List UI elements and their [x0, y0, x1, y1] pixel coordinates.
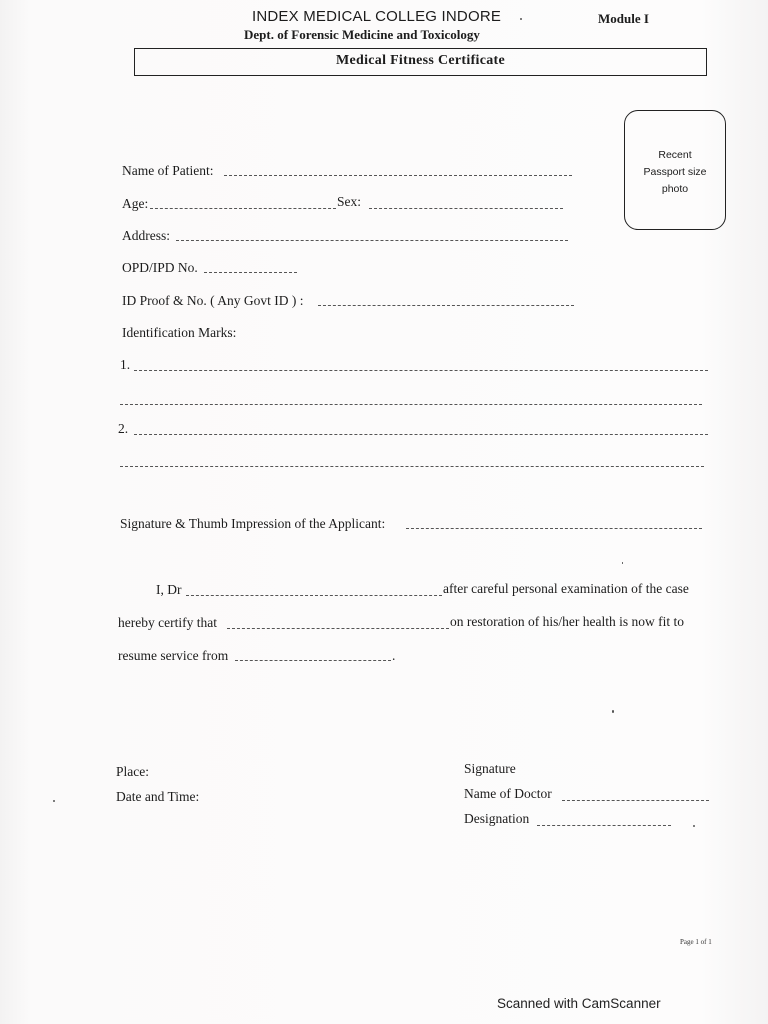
doctor-name-label: Name of Doctor — [464, 786, 552, 801]
sex-label: Sex: — [337, 194, 362, 209]
module-label: Module I — [598, 11, 649, 26]
patient-name-blank[interactable] — [227, 628, 449, 629]
mark-2-line[interactable] — [134, 434, 708, 435]
mark-2-label: 2. — [118, 421, 129, 436]
passport-photo-box — [624, 110, 726, 230]
cert-line3-start: resume service from — [118, 648, 229, 663]
cert-line2-start: hereby certify that — [118, 615, 217, 630]
identification-marks-label: Identification Marks: — [122, 325, 237, 340]
camscanner-mark: Scanned with CamScanner — [497, 996, 661, 1011]
applicant-signature-label: Signature & Thumb Impression of the Applicant: — [120, 516, 386, 531]
address-label: Address: — [122, 228, 170, 243]
designation-label: Designation — [464, 811, 530, 826]
scan-speck — [612, 710, 614, 713]
cert-line3-end: . — [392, 648, 396, 663]
age-label: Age: — [122, 196, 149, 211]
college-name: INDEX MEDICAL COLLEG INDORE — [252, 8, 502, 25]
date-time-label: Date and Time: — [116, 789, 200, 804]
scan-speck — [520, 18, 522, 20]
name-of-patient-line[interactable] — [224, 175, 572, 176]
department-name: Dept. of Forensic Medicine and Toxicology — [244, 27, 480, 42]
scan-speck — [693, 825, 695, 827]
sex-line[interactable] — [369, 208, 563, 209]
mark-1-continuation-line[interactable] — [120, 404, 702, 405]
scan-speck — [622, 562, 623, 564]
cert-line1-start: I, Dr — [156, 582, 182, 597]
cert-line2-end: on restoration of his/her health is now fit to — [450, 614, 684, 629]
doctor-name-blank[interactable] — [186, 595, 442, 596]
applicant-signature-line[interactable] — [406, 528, 702, 529]
id-proof-line[interactable] — [318, 305, 574, 306]
certificate-title: Medical Fitness Certificate — [335, 53, 506, 68]
mark-2-continuation-line[interactable] — [120, 466, 704, 467]
page-number: Page 1 of 1 — [680, 938, 712, 946]
id-proof-label: ID Proof & No. ( Any Govt ID ) : — [122, 293, 304, 308]
title-box — [134, 48, 707, 76]
photo-box-line-1: Recent — [658, 149, 692, 161]
cert-line1-end: after careful personal examination of the case — [443, 581, 689, 596]
mark-1-label: 1. — [120, 357, 131, 372]
mark-1-line[interactable] — [134, 370, 708, 371]
opd-ipd-label: OPD/IPD No. — [122, 260, 198, 275]
signature-label: Signature — [464, 761, 516, 776]
resume-date-blank[interactable] — [235, 660, 391, 661]
name-of-patient-label: Name of Patient: — [122, 163, 214, 178]
photo-box-line-3: photo — [661, 183, 689, 195]
designation-line[interactable] — [537, 825, 671, 826]
photo-box-line-2: Passport size — [643, 166, 707, 178]
scan-speck — [53, 800, 55, 802]
address-line[interactable] — [176, 240, 568, 241]
doctor-name-line[interactable] — [562, 800, 709, 801]
opd-ipd-line[interactable] — [204, 272, 297, 273]
age-line[interactable] — [150, 208, 336, 209]
place-label: Place: — [116, 764, 149, 779]
